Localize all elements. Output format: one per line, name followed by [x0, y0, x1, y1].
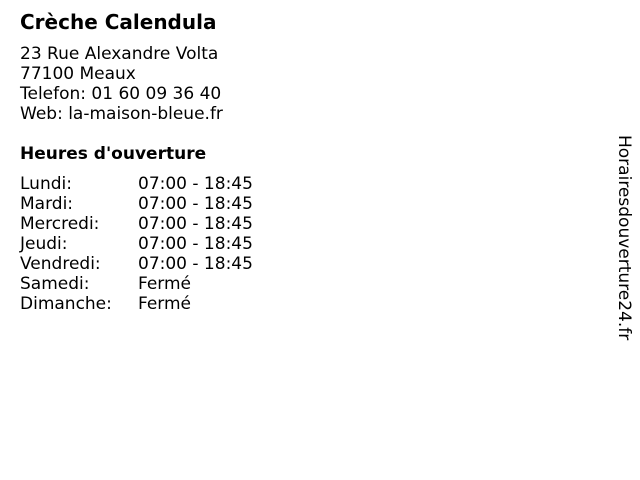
city-postcode: 77100 Meaux — [20, 64, 136, 84]
day-label: Dimanche: — [20, 294, 112, 314]
hours-row-saturday — [20, 274, 298, 294]
day-hours: 07:00 - 18:45 — [138, 194, 253, 214]
day-hours: Fermé — [138, 274, 192, 294]
hours-row-sunday — [20, 294, 298, 314]
day-label: Lundi: — [20, 174, 72, 194]
day-hours: Fermé — [138, 294, 192, 314]
phone-number: Telefon: 01 60 09 36 40 — [20, 84, 222, 104]
hours-row-monday — [20, 174, 298, 194]
hours-row-friday — [20, 254, 298, 274]
address-block — [20, 44, 223, 124]
day-hours: 07:00 - 18:45 — [138, 214, 253, 234]
day-hours: 07:00 - 18:45 — [138, 254, 253, 274]
business-name: Crèche Calendula — [20, 10, 217, 34]
website: Web: la-maison-bleue.fr — [20, 104, 223, 124]
day-label: Mercredi: — [20, 214, 100, 234]
day-label: Jeudi: — [20, 234, 68, 254]
day-label: Mardi: — [20, 194, 74, 214]
hours-row-wednesday — [20, 214, 298, 234]
site-watermark: Horairesdouverture24.fr — [614, 135, 634, 341]
day-label: Vendredi: — [20, 254, 101, 274]
street-address: 23 Rue Alexandre Volta — [20, 44, 219, 64]
day-hours: 07:00 - 18:45 — [138, 174, 253, 194]
day-label: Samedi: — [20, 274, 90, 294]
hours-heading: Heures d'ouverture — [20, 144, 207, 164]
opening-hours-table — [20, 174, 298, 314]
hours-row-thursday — [20, 234, 298, 254]
day-hours: 07:00 - 18:45 — [138, 234, 253, 254]
hours-row-tuesday — [20, 194, 298, 214]
